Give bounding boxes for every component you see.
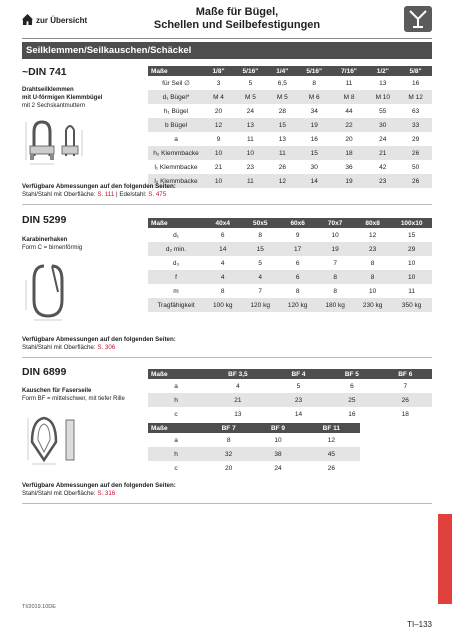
table-cell: 33 [399, 118, 432, 132]
table-cell: 8 [354, 270, 391, 284]
table-cell: 15 [241, 242, 278, 256]
column-header: 80x8 [354, 218, 391, 228]
table-cell: 5 [296, 382, 301, 390]
row-label: d₂ min. [148, 242, 204, 256]
table-header-row [148, 423, 360, 433]
table-cell: 20 [214, 107, 223, 115]
table-cell: 15 [268, 118, 297, 132]
din741-avail-mid: | Edelstahl: [114, 191, 149, 198]
din6899-link-steel[interactable]: S. 316 [97, 490, 116, 497]
din741-desc-1: Drahtseilklemmen [22, 87, 74, 93]
table-cell: 7 [403, 382, 408, 390]
table-cell: 24 [379, 135, 387, 143]
table-cell: 63 [411, 107, 420, 115]
row-label: h [148, 393, 204, 407]
column-header: 60x6 [279, 218, 316, 228]
table-cell: 15 [408, 231, 416, 239]
table-cell: 10 [204, 174, 233, 188]
row-label: d₁ Bügel* [148, 90, 204, 104]
table-cell: 12 [327, 436, 335, 444]
row-label: h₁ Bügel [163, 107, 189, 115]
table-cell: 6 [295, 259, 300, 267]
table-cell: 26 [278, 163, 286, 171]
din6899-table-2 [148, 423, 360, 475]
table-row [148, 146, 432, 160]
table-cell: 13 [278, 135, 286, 143]
row-label: a [174, 436, 178, 444]
column-header-label: Maße [148, 423, 204, 433]
page-number: TI–133 [407, 620, 432, 629]
din741-desc-2: mit U-förmigen Klemmbügel [22, 95, 103, 101]
table-cell: 32 [204, 447, 253, 461]
table-row [148, 298, 432, 312]
section-divider [22, 204, 432, 205]
column-header: BF 7 [204, 423, 253, 433]
table-cell: 10 [368, 287, 377, 295]
table-cell: 11 [233, 174, 268, 188]
table-cell: 23 [354, 242, 391, 256]
table-cell: 8 [312, 79, 317, 87]
din741-availability [22, 183, 176, 199]
row-label: für Seil ∅ [162, 80, 190, 87]
table-cell: 44 [345, 107, 353, 115]
column-header: 100x10 [391, 218, 432, 228]
carabiner-hook-drawing-icon [22, 260, 82, 324]
din5299-link-steel[interactable]: S. 306 [97, 344, 116, 351]
table-cell: 10 [391, 270, 432, 284]
column-header: 50x5 [241, 218, 278, 228]
row-label: f [148, 270, 204, 284]
table-row [148, 379, 432, 393]
table-cell: 6,5 [277, 79, 287, 87]
page-title [122, 6, 352, 32]
din741-avail-title: Verfügbare Abmessungen auf den folgenden Seiten: [22, 183, 176, 190]
table-cell: 45 [303, 447, 360, 461]
column-header-label: Maße [148, 66, 204, 76]
home-icon [22, 14, 33, 27]
table-cell: 17 [279, 242, 316, 256]
chapter-tab [438, 514, 452, 604]
table-cell: M 10 [366, 90, 399, 104]
table-cell: 16 [411, 79, 420, 87]
table-cell: 12 [268, 174, 297, 188]
home-link-label: zur Übersicht [36, 16, 88, 25]
table-cell: 4 [220, 259, 225, 267]
table-cell: 13 [234, 410, 242, 418]
table-row [148, 160, 432, 174]
table-cell: 180 kg [316, 298, 353, 312]
table-cell: 24 [246, 107, 255, 115]
table-cell: 30 [310, 163, 318, 171]
column-header: 7/16" [332, 66, 367, 76]
table-row [148, 407, 432, 421]
table-cell: 11 [268, 146, 297, 160]
table-cell: 21 [214, 163, 223, 171]
table-cell: 10 [204, 146, 233, 160]
row-label: d₃ [172, 259, 180, 267]
table-cell: M 8 [332, 90, 367, 104]
din5299-title: DIN 5299 [22, 214, 67, 226]
table-cell: 23 [272, 393, 325, 407]
column-header: BF 4 [272, 369, 325, 379]
table-row [148, 461, 360, 475]
table-cell: 20 [345, 135, 353, 143]
table-cell: 26 [379, 393, 432, 407]
page-header [22, 6, 432, 36]
section-divider [22, 503, 432, 504]
row-label: a [174, 382, 178, 390]
table-cell: 28 [278, 107, 286, 115]
column-header: 1/8" [204, 66, 233, 76]
row-label: b Bügel [148, 118, 204, 132]
table-cell: 350 kg [391, 298, 432, 312]
table-cell: 22 [332, 118, 367, 132]
table-row [148, 447, 360, 461]
table-cell: 55 [379, 107, 387, 115]
brand-logo-icon [404, 6, 432, 32]
table-cell: 5 [248, 79, 253, 87]
table-cell: 4 [236, 382, 240, 390]
din741-desc-3: mit 2 Sechskantmuttern [22, 103, 86, 109]
row-label: c [174, 464, 178, 472]
table-cell: 29 [391, 242, 432, 256]
table-cell: 6 [220, 231, 225, 239]
table-cell: 34 [310, 107, 318, 115]
din741-title: ~DIN 741 [22, 66, 67, 78]
table-cell: 8 [258, 231, 263, 239]
table-cell: 15 [297, 146, 332, 160]
din6899-avail-prefix: Stahl/Stahl mit Oberfläche: [22, 490, 98, 497]
table-header-row [148, 66, 432, 76]
row-label: a [174, 135, 178, 143]
row-label: m [173, 287, 179, 295]
table-row [148, 433, 360, 447]
table-cell: 23 [366, 174, 399, 188]
din741-avail-links [22, 191, 176, 199]
table-cell: 26 [399, 174, 432, 188]
table-cell: 10 [408, 259, 416, 267]
table-header-row [148, 369, 432, 379]
table-cell: 13 [233, 118, 268, 132]
table-cell: 120 kg [279, 298, 316, 312]
column-header: 70x7 [316, 218, 353, 228]
table-cell: 42 [379, 163, 387, 171]
table-cell: 19 [316, 242, 353, 256]
column-header: BF 5 [325, 369, 378, 379]
row-label: d₁ [173, 231, 179, 239]
table-cell: 29 [411, 135, 420, 143]
table-cell: 11 [345, 79, 353, 87]
column-header: 5/16" [297, 66, 332, 76]
table-row [148, 256, 432, 270]
row-label: c [174, 410, 178, 418]
table-row [148, 393, 432, 407]
table-cell: M 5 [268, 90, 297, 104]
table-cell: 16 [348, 410, 356, 418]
din741-link-stainless[interactable]: S. 475 [148, 191, 167, 198]
section-divider [22, 357, 432, 358]
table-cell: 120 kg [241, 298, 278, 312]
din5299-desc-1: Karabinerhaken [22, 237, 68, 243]
din5299-availability [22, 336, 176, 352]
column-header-label: Maße [148, 369, 204, 379]
din6899-description [22, 387, 162, 403]
din6899-desc-1: Kauschen für Faserseile [22, 388, 92, 394]
table-cell: 19 [332, 174, 367, 188]
table-cell: 9 [216, 135, 221, 143]
row-label: h₂ Klemmbacke [148, 146, 204, 160]
table-row [148, 270, 432, 284]
table-row [148, 228, 432, 242]
din6899-table-1 [148, 369, 432, 421]
din5299-description [22, 236, 142, 252]
title-line-2: Schellen und Seilbefestigungen [153, 19, 321, 31]
din6899-avail-links [22, 490, 176, 498]
table-row [148, 104, 432, 118]
din6899-availability [22, 482, 176, 498]
din741-avail-prefix: Stahl/Stahl mit Oberfläche: [22, 191, 98, 198]
table-cell: M 12 [399, 90, 432, 104]
section-title: Seilklemmen/Seilkauschen/Schäckel [22, 42, 432, 59]
table-cell: 9 [295, 231, 300, 239]
table-cell: 26 [399, 146, 432, 160]
table-cell: 21 [366, 146, 399, 160]
column-header: BF 3,5 [204, 369, 272, 379]
table-cell: 13 [379, 79, 387, 87]
table-row [148, 174, 432, 188]
table-cell: M 6 [297, 90, 332, 104]
table-cell: 3 [216, 79, 221, 87]
table-cell: 8 [295, 287, 300, 295]
table-cell: 100 kg [204, 298, 241, 312]
table-cell: 19 [297, 118, 332, 132]
table-cell: 38 [253, 447, 302, 461]
table-cell: 14 [297, 174, 332, 188]
column-header: 1/4" [268, 66, 297, 76]
table-cell: 8 [370, 259, 375, 267]
table-cell: 30 [366, 118, 399, 132]
table-cell: 8 [333, 287, 337, 295]
table-row [148, 118, 432, 132]
din5299-avail-links [22, 344, 176, 352]
table-cell: 20 [225, 464, 233, 472]
header-divider [22, 38, 432, 39]
title-line-1: Maße für Bügel, [195, 6, 279, 18]
table-cell: 11 [408, 287, 416, 295]
din6899-title: DIN 6899 [22, 366, 67, 378]
table-cell: 5 [258, 259, 263, 267]
table-cell: 8 [316, 270, 353, 284]
table-cell: 230 kg [354, 298, 391, 312]
row-label: Tragfähigkeit [148, 298, 204, 312]
table-cell: 18 [401, 410, 409, 418]
table-cell: 7 [333, 259, 337, 267]
din5299-desc-2: Form C = birnenförmig [22, 245, 83, 251]
table-cell: 4 [241, 270, 278, 284]
row-label: l₁ Klemmbacke [154, 163, 198, 171]
din5299-avail-title: Verfügbare Abmessungen auf den folgenden Seiten: [22, 336, 176, 343]
column-header: BF 11 [303, 423, 360, 433]
column-header: 5/8" [399, 66, 432, 76]
table-cell: 4 [204, 270, 241, 284]
row-label: l₂ Klemmbacke [148, 174, 204, 188]
column-header: 1/2" [366, 66, 399, 76]
table-cell: 12 [368, 231, 377, 239]
table-cell: 8 [220, 287, 225, 295]
column-header: 40x4 [204, 218, 241, 228]
table-cell: 16 [310, 135, 318, 143]
table-cell: 10 [233, 146, 268, 160]
table-cell: 6 [350, 382, 354, 390]
wire-rope-clip-drawing-icon [22, 116, 92, 172]
din5299-avail-prefix: Stahl/Stahl mit Oberfläche: [22, 344, 98, 351]
table-cell: 25 [325, 393, 378, 407]
row-label: h [148, 447, 204, 461]
table-cell: 6 [279, 270, 316, 284]
table-row [148, 242, 432, 256]
column-header-label: Maße [148, 218, 204, 228]
table-cell: 14 [204, 242, 241, 256]
table-cell: 21 [204, 393, 272, 407]
table-cell: 18 [332, 146, 367, 160]
table-header-row [148, 218, 432, 228]
column-header: BF 9 [253, 423, 302, 433]
column-header: 5/16" [233, 66, 268, 76]
table-cell: 10 [274, 436, 282, 444]
table-row [148, 76, 432, 90]
table-cell: 36 [345, 163, 353, 171]
table-cell: 12 [204, 118, 233, 132]
table-cell: 10 [331, 231, 339, 239]
table-cell: 14 [294, 410, 303, 418]
din6899-avail-title: Verfügbare Abmessungen auf den folgenden Seiten: [22, 482, 176, 489]
din741-table [148, 66, 432, 188]
table-cell: 8 [226, 436, 231, 444]
footer-code: TI/2019.10DE [22, 604, 56, 610]
table-cell: 24 [274, 464, 282, 472]
thimble-drawing-icon [24, 412, 84, 468]
table-row [148, 132, 432, 146]
table-cell: 26 [327, 464, 335, 472]
table-cell: 23 [246, 163, 255, 171]
din5299-table [148, 218, 432, 312]
column-header: BF 6 [379, 369, 432, 379]
home-link[interactable] [22, 14, 87, 27]
table-cell: 7 [258, 287, 263, 295]
table-cell: M 4 [204, 90, 233, 104]
din6899-desc-2: Form BF = mittelschwer, mit tiefer Rille [22, 396, 125, 402]
din741-description [22, 86, 142, 110]
table-cell: 11 [247, 135, 254, 143]
table-row [148, 284, 432, 298]
table-row [148, 90, 432, 104]
table-cell: M 5 [233, 90, 268, 104]
table-cell: 50 [411, 163, 420, 171]
din741-link-steel[interactable]: S. 111 [97, 191, 115, 198]
